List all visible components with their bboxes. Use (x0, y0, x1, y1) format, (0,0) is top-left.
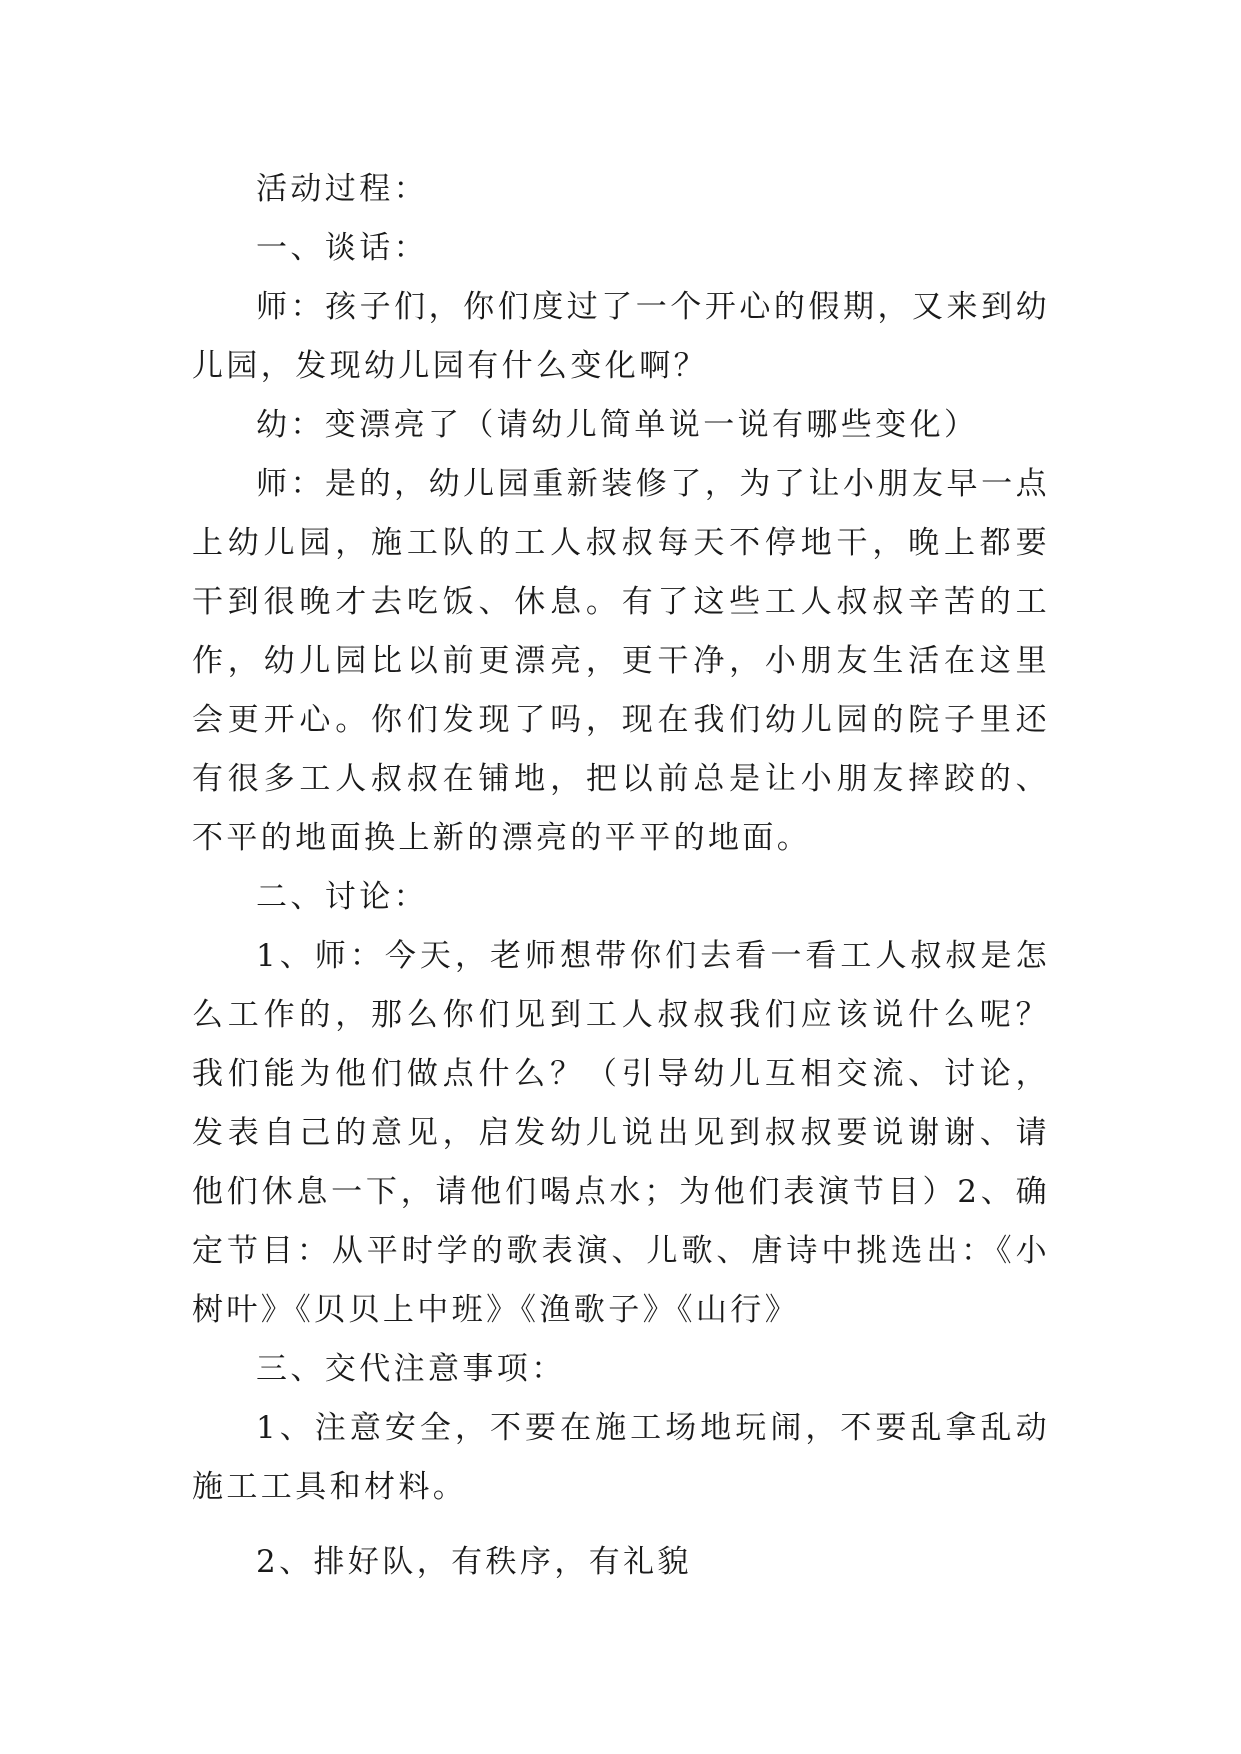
paragraph-section-discussion: 二、讨论： (256, 879, 428, 915)
paragraph-section-talk: 一、谈话： (256, 230, 428, 266)
paragraph-teacher-explanation: 师：是的，幼儿园重新装修了，为了让小朋友早一点上幼儿园，施工队的工人叔叔每天不停地干，晚上都要干到很晚才去吃饭、休息。有了这些工人叔叔辛苦的工作，幼儿园比以前更漂亮，更干净，小朋友生活在这里会更开心。你们发现了吗，现在我们幼儿园的院子里还有很多工人叔叔在铺地，把以前总是让小朋友摔跤的、不平的地面换上新的漂亮的平平的地面。 (192, 466, 1050, 856)
paragraph-child-answer: 幼：变漂亮了（请幼儿简单说一说有哪些变化） (256, 407, 979, 443)
document-body (192, 160, 1050, 1592)
paragraph-teacher-question: 师：孩子们，你们度过了一个开心的假期，又来到幼儿园，发现幼儿园有什么变化啊？ (192, 289, 1050, 384)
paragraph-section-notes: 三、交代注意事项： (256, 1351, 566, 1387)
paragraph-discussion-details: 1、师：今天，老师想带你们去看一看工人叔叔是怎么工作的，那么你们见到工人叔叔我们应该说什么呢？我们能为他们做点什么？（引导幼儿互相交流、讨论，发表自己的意见，启发幼儿说出见到叔叔要说谢谢、请他们休息一下，请他们喝点水；为他们表演节目）2、确定节目：从平时学的歌表演、儿歌、唐诗中挑选出：《小树叶》《贝贝上中班》《渔歌子》《山行》 (192, 938, 1050, 1328)
paragraph-note-order: 2、排好队，有秩序，有礼貌 (256, 1544, 692, 1580)
paragraph-note-safety: 1、注意安全，不要在施工场地玩闹，不要乱拿乱动施工工具和材料。 (192, 1410, 1050, 1505)
paragraph-activity-process: 活动过程： (256, 171, 428, 207)
